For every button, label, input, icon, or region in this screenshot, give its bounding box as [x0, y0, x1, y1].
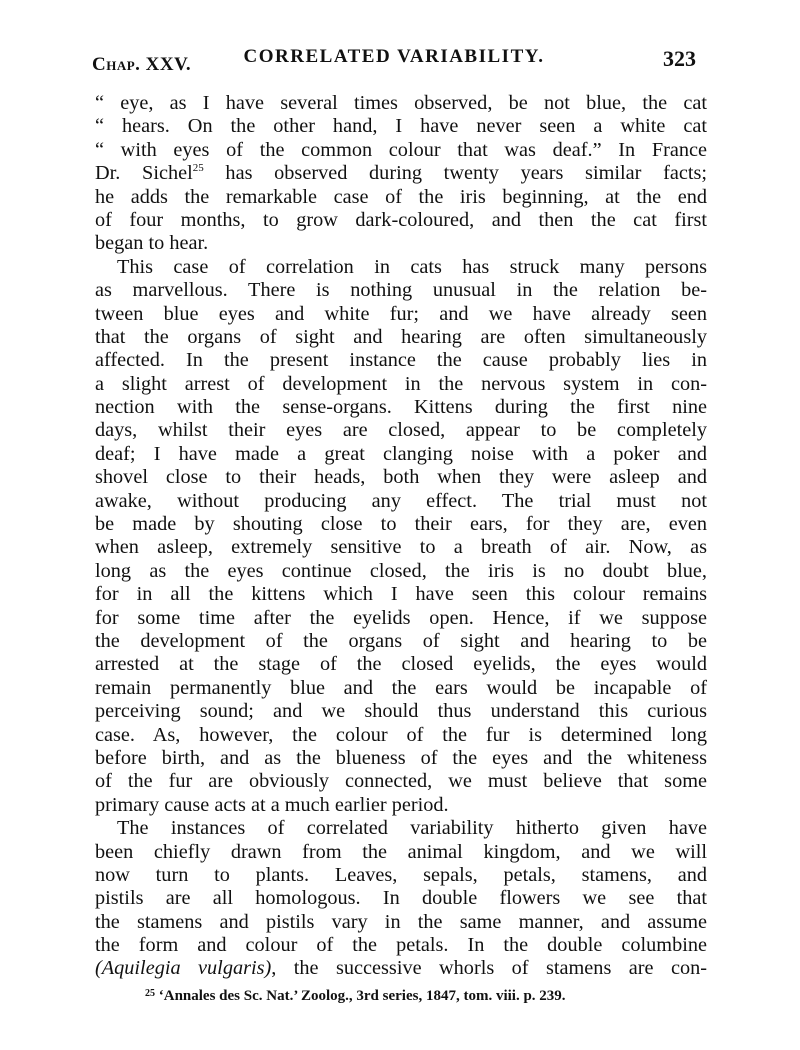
text-line: This case of correlation in cats has struck many persons	[117, 255, 707, 278]
text-line: arrested at the stage of the closed eyelids, the eyes would	[95, 653, 707, 676]
text-line: long as the eyes continue closed, the iris is no doubt blue,	[95, 559, 707, 582]
text-line: “ with eyes of the common colour that was deaf.” In France	[95, 138, 707, 161]
footnote-text: ‘Annales des Sc. Nat.’ Zoolog., 3rd series, 1847, tom. viii. p. 239.	[158, 988, 566, 1004]
text-line: tween blue eyes and white fur; and we have already seen	[95, 302, 707, 325]
text-line: be made by shouting close to their ears, for they are, even	[95, 513, 707, 536]
text-line: perceiving sound; and we should thus understand this curious	[95, 700, 707, 723]
text-line: nection with the sense-organs. Kittens during the first nine	[95, 396, 707, 419]
footnote-marker: 25	[145, 988, 155, 999]
text-line: of four months, to grow dark-coloured, and then the cat first	[95, 208, 707, 231]
text-line: remain permanently blue and the ears would be incapable of	[95, 676, 707, 699]
text-fragment: , the successive whorls of stamens are con-	[271, 957, 707, 980]
text-line: affected. In the present instance the cause probably lies in	[95, 349, 707, 372]
text-line: deaf; I have made a great clanging noise with a poker and	[95, 442, 707, 465]
footnote-ref: 25	[192, 162, 204, 175]
text-line: began to hear.	[95, 232, 209, 255]
text-line: primary cause acts at a much earlier period.	[95, 793, 449, 816]
text-line: the development of the organs of sight and hearing to be	[95, 629, 707, 652]
body-text	[95, 92, 707, 981]
text-line: days, whilst their eyes are closed, appear to be completely	[95, 419, 707, 442]
page-header	[92, 46, 696, 80]
text-line: shovel close to their heads, both when they were asleep and	[95, 466, 707, 489]
species-name: (Aquilegia vulgaris)	[95, 957, 272, 980]
footnote	[145, 988, 705, 1005]
text-line: The instances of correlated variability hitherto given have	[117, 817, 707, 840]
text-line: case. As, however, the colour of the fur is determined long	[95, 723, 707, 746]
text-line: for some time after the eyelids open. Hence, if we suppose	[95, 606, 707, 629]
text-line: for in all the kittens which I have seen this colour remains	[95, 583, 707, 606]
paragraph	[95, 256, 707, 817]
text-line: as marvellous. There is nothing unusual in the relation be-	[95, 279, 707, 302]
running-title: CORRELATED VARIABILITY.	[243, 46, 545, 67]
text-line: “ hears. On the other hand, I have never seen a white cat	[95, 115, 707, 138]
text-line: of the fur are obviously connected, we must believe that some	[95, 770, 707, 793]
paragraph	[95, 817, 707, 981]
text-line: “ eye, as I have several times observed, be not blue, the cat	[95, 92, 707, 114]
text-line: before birth, and as the blueness of the eyes and the whiteness	[95, 746, 707, 769]
text-line: the stamens and pistils vary in the same manner, and assume	[95, 910, 707, 933]
text-line: awake, without producing any effect. The trial must not	[95, 489, 707, 512]
text-line: the form and colour of the petals. In the double columbine	[95, 934, 707, 957]
text-fragment: has observed during twenty years similar facts;	[203, 162, 707, 185]
text-line: that the organs of sight and hearing are often simultaneously	[95, 325, 707, 348]
page-number: 323	[663, 46, 696, 71]
text-line: when asleep, extremely sensitive to a breath of air. Now, as	[95, 536, 707, 559]
text-line: he adds the remarkable case of the iris beginning, at the end	[95, 185, 707, 208]
text-line: been chiefly drawn from the animal kingdom, and we will	[95, 840, 707, 863]
text-line	[95, 162, 707, 185]
text-line: a slight arrest of development in the nervous system in con-	[95, 372, 707, 395]
text-line: now turn to plants. Leaves, sepals, petals, stamens, and	[95, 863, 707, 886]
paragraph	[95, 92, 707, 256]
text-line	[95, 957, 707, 980]
text-line: pistils are all homologous. In double flowers we see that	[95, 887, 707, 910]
text-fragment: Dr. Sichel	[95, 162, 193, 185]
chapter-label: Chap. XXV.	[92, 54, 192, 75]
